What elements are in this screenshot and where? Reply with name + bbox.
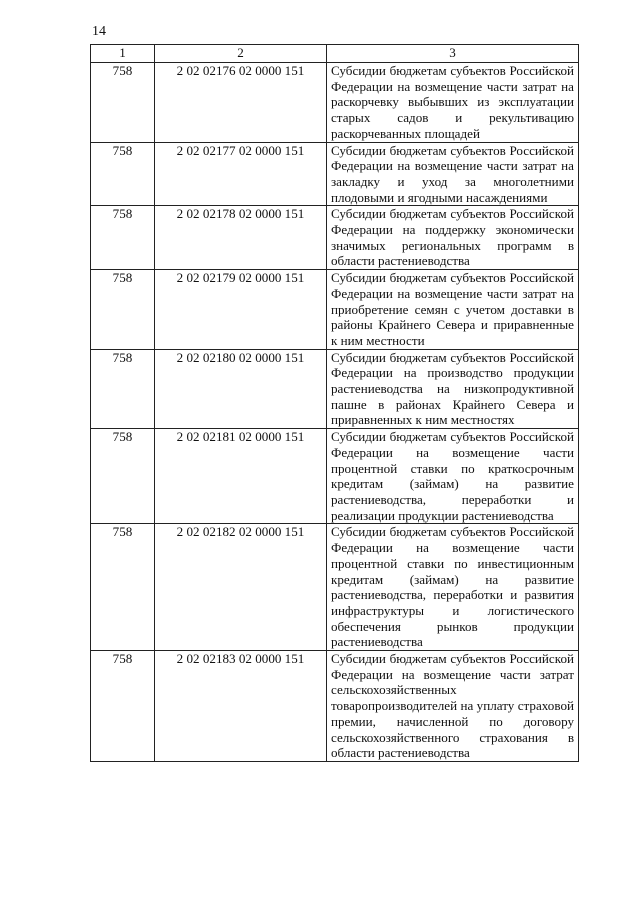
budget-classification-table bbox=[90, 44, 579, 762]
table-row bbox=[91, 651, 579, 762]
administrator-code: 758 bbox=[91, 63, 155, 143]
revenue-description: Субсидии бюджетам субъектов Российской Федерации на возмещение части затрат сельскохозяйственных товаропроизводителей на уплату страховой премии, начисленной по договору сельскохозяйственного страхования в области растениеводства bbox=[327, 651, 579, 762]
column-header: 1 bbox=[91, 45, 155, 63]
revenue-description: Субсидии бюджетам субъектов Российской Федерации на возмещение части затрат на приобретение семян с учетом доставки в районы Крайнего Севера и приравненные к ним местности bbox=[327, 270, 579, 350]
table-row bbox=[91, 63, 579, 143]
revenue-description: Субсидии бюджетам субъектов Российской Федерации на возмещение части затрат на раскорчевку выбывших из эксплуатации старых садов и рекультивацию раскорчеванных площадей bbox=[327, 63, 579, 143]
page-number: 14 bbox=[92, 24, 106, 39]
table-row bbox=[91, 349, 579, 429]
table-header-row bbox=[91, 45, 579, 63]
table-row bbox=[91, 270, 579, 350]
table-row bbox=[91, 429, 579, 524]
administrator-code: 758 bbox=[91, 524, 155, 651]
administrator-code: 758 bbox=[91, 651, 155, 762]
administrator-code: 758 bbox=[91, 270, 155, 350]
budget-code: 2 02 02177 02 0000 151 bbox=[155, 142, 327, 206]
revenue-description: Субсидии бюджетам субъектов Российской Федерации на возмещение части затрат на закладку и уход за многолетними плодовыми и ягодными насаждениями bbox=[327, 142, 579, 206]
budget-code: 2 02 02180 02 0000 151 bbox=[155, 349, 327, 429]
revenue-description: Субсидии бюджетам субъектов Российской Федерации на возмещение части процентной ставки по инвестиционным кредитам (займам) на развитие растениеводства, переработки и развития инфраструктуры и логистического обеспечения рынков продукции растениеводства bbox=[327, 524, 579, 651]
administrator-code: 758 bbox=[91, 142, 155, 206]
table-row bbox=[91, 524, 579, 651]
budget-code: 2 02 02178 02 0000 151 bbox=[155, 206, 327, 270]
budget-code: 2 02 02181 02 0000 151 bbox=[155, 429, 327, 524]
revenue-description: Субсидии бюджетам субъектов Российской Федерации на возмещение части процентной ставки по краткосрочным кредитам (займам) на развитие растениеводства, переработки и реализации продукции растениеводства bbox=[327, 429, 579, 524]
budget-code: 2 02 02182 02 0000 151 bbox=[155, 524, 327, 651]
revenue-description: Субсидии бюджетам субъектов Российской Федерации на производство продукции растениеводства на низкопродуктивной пашне в районах Крайнего Севера и приравненных к ним местностях bbox=[327, 349, 579, 429]
administrator-code: 758 bbox=[91, 206, 155, 270]
table-row bbox=[91, 206, 579, 270]
budget-code: 2 02 02179 02 0000 151 bbox=[155, 270, 327, 350]
table-row bbox=[91, 142, 579, 206]
administrator-code: 758 bbox=[91, 349, 155, 429]
revenue-description: Субсидии бюджетам субъектов Российской Федерации на поддержку экономически значимых региональных программ в области растениеводства bbox=[327, 206, 579, 270]
budget-code: 2 02 02176 02 0000 151 bbox=[155, 63, 327, 143]
column-header: 2 bbox=[155, 45, 327, 63]
administrator-code: 758 bbox=[91, 429, 155, 524]
budget-code: 2 02 02183 02 0000 151 bbox=[155, 651, 327, 762]
column-header: 3 bbox=[327, 45, 579, 63]
